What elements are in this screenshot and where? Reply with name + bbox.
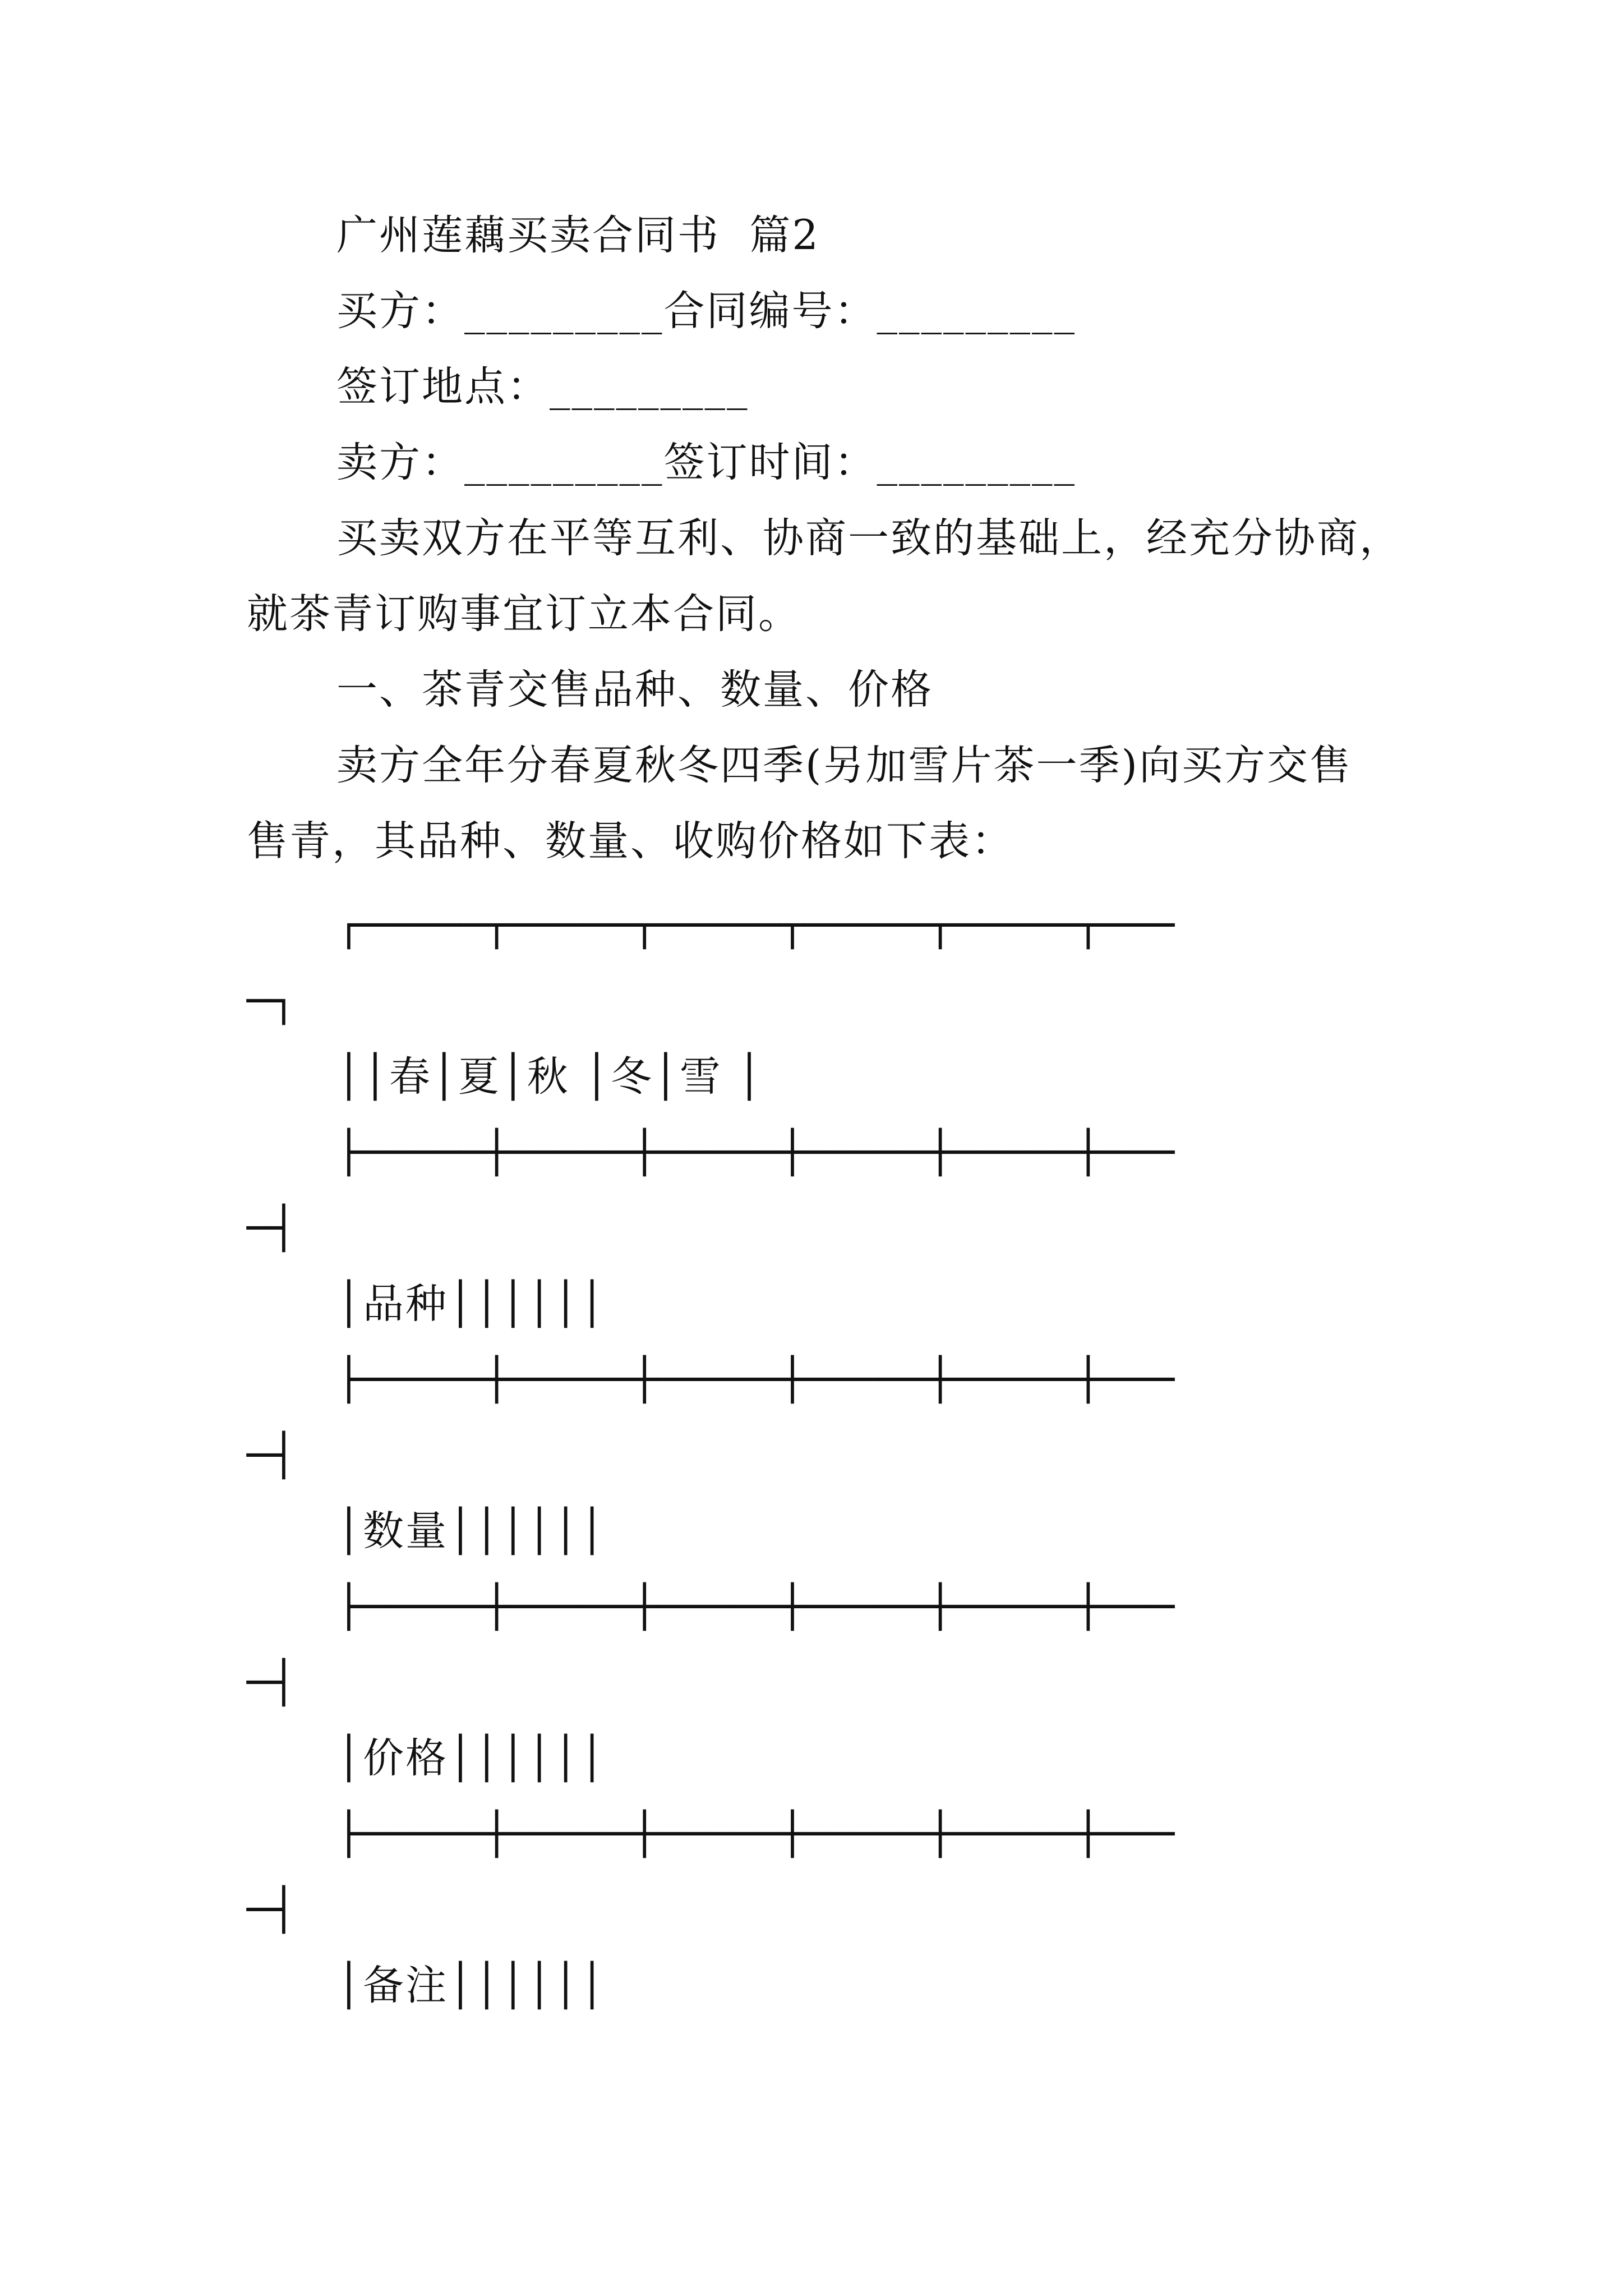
table-row: │价格││││││ (336, 1734, 606, 1782)
table-separator-wrap: ─┤ (247, 1432, 296, 1479)
table-top-border: ┌─────┬─────┬─────┬─────┬─────┬─── (336, 901, 1175, 949)
table-separator: ├─────┼─────┼─────┼─────┼─────┼─── (336, 1810, 1175, 1858)
document-title: 广州莲藕买卖合同书 篇2 (336, 211, 820, 259)
intro-paragraph-line-1: 买卖双方在平等互利、协商一致的基础上，经充分协商， (336, 514, 1402, 562)
table-separator: ├─────┼─────┼─────┼─────┼─────┼─── (336, 1356, 1175, 1404)
signing-place-line: 签订地点：_________ (336, 363, 749, 411)
table-top-border-wrap: ─┐ (247, 977, 296, 1025)
table-separator: ├─────┼─────┼─────┼─────┼─────┼─── (336, 1129, 1175, 1176)
section1-paragraph-line-2: 售青，其品种、数量、收购价格如下表： (247, 817, 1014, 865)
table-separator-wrap: ─┤ (247, 1204, 296, 1252)
seller-line: 卖方：_________签订时间：_________ (336, 439, 1076, 486)
section1-heading: 一、茶青交售品种、数量、价格 (336, 666, 933, 714)
table-separator-wrap: ─┤ (247, 1659, 296, 1706)
section1-paragraph-line-1: 卖方全年分春夏秋冬四季(另加雪片茶一季)向买方交售 (336, 742, 1352, 789)
buyer-line: 买方：_________合同编号：_________ (336, 287, 1076, 335)
table-row: │备注││││││ (336, 1962, 606, 2009)
table-header-row: ││春│夏│秋 │冬│雪 │ (336, 1053, 764, 1101)
table-separator: ├─────┼─────┼─────┼─────┼─────┼─── (336, 1583, 1175, 1631)
table-row: │数量││││││ (336, 1507, 606, 1555)
table-row: │品种││││││ (336, 1280, 606, 1328)
intro-paragraph-line-2: 就茶青订购事宜订立本合同。 (247, 590, 801, 638)
table-separator-wrap: ─┤ (247, 1886, 296, 1934)
